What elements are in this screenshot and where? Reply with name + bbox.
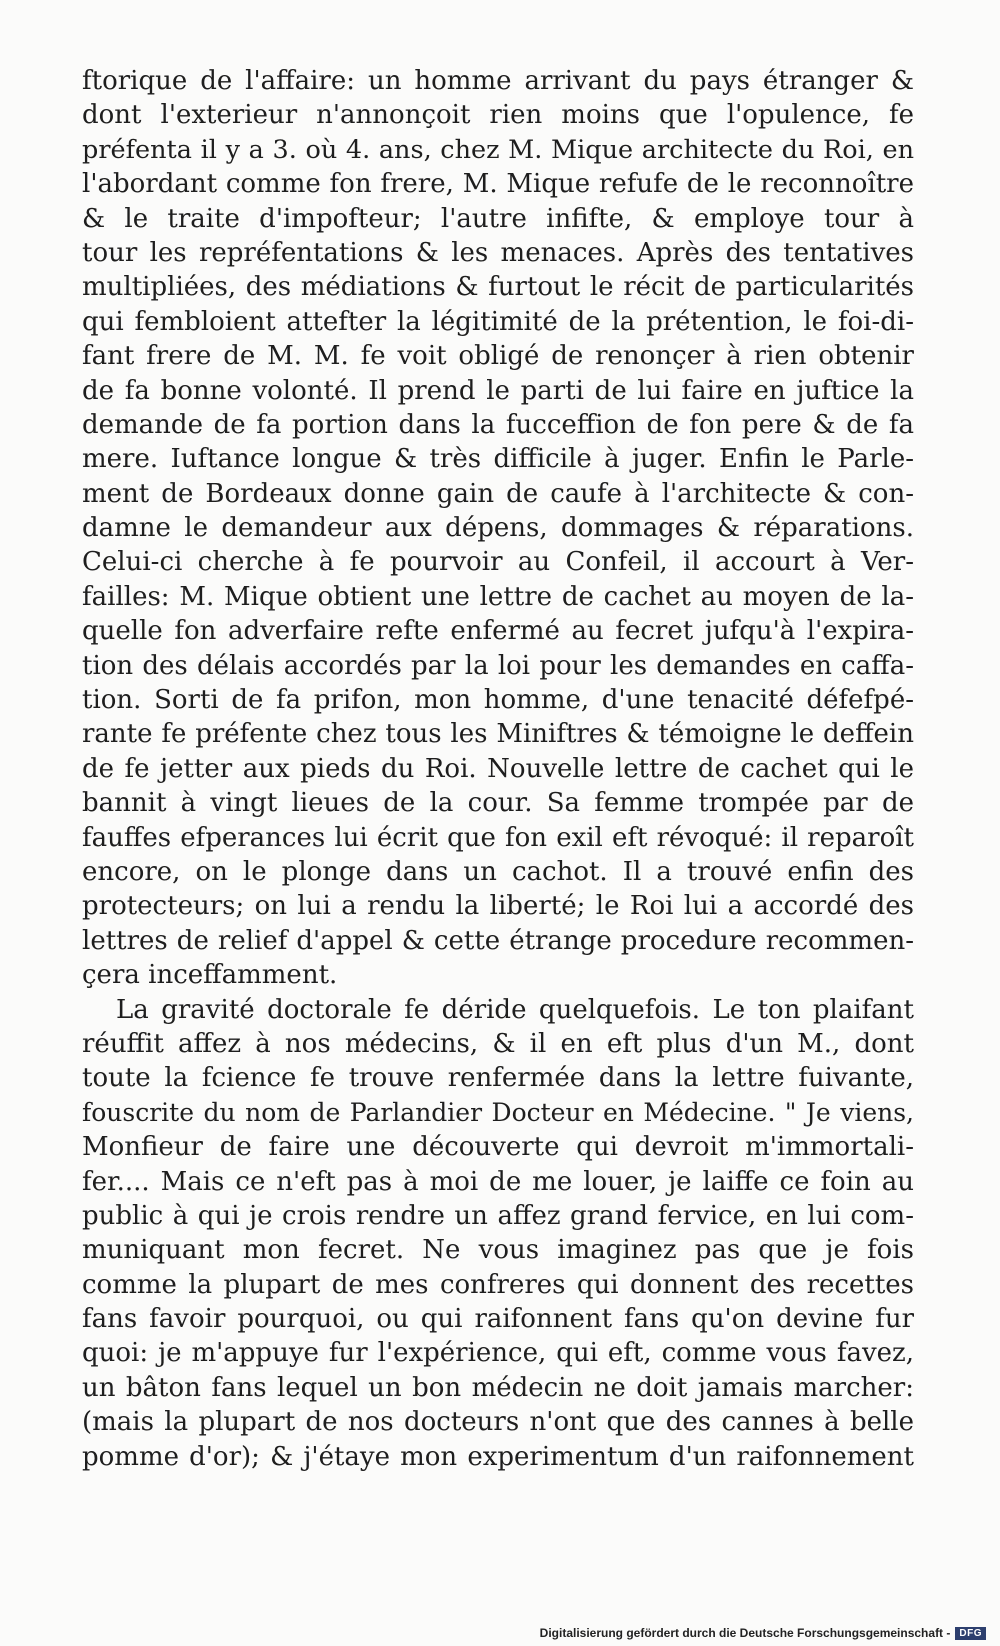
text-line: dont l'exterieur n'annonçoit rien moins que l'opulence, fe [82, 100, 914, 131]
text-line: comme la plupart de mes confreres qui donnent des recettes [82, 1269, 914, 1300]
text-line: fant frere de M. M. fe voit obligé de renonçer à rien obtenir [82, 341, 914, 372]
text-line: quoi: je m'appuye fur l'expérience, qui eft, comme vous favez, [82, 1338, 914, 1369]
text-line: (mais la plupart de nos docteurs n'ont que des cannes à belle [82, 1407, 914, 1438]
text-line: fauffes efperances lui écrit que fon exil eft révoqué: il reparoît [82, 822, 914, 853]
text-line: fouscrite du nom de Parlandier Docteur en Médecine. " Je viens, [82, 1097, 914, 1127]
text-line: fans favoir pourquoi, ou qui raifonnent fans qu'on devine fur [82, 1304, 914, 1335]
text-line: & le traite d'impofteur; l'autre infifte, & employe tour à [82, 203, 914, 234]
text-line: quelle fon adverfaire refte enfermé au fecret jufqu'à l'expira- [82, 616, 914, 647]
digitization-credit [540, 1626, 986, 1640]
text-line: de fe jetter aux pieds du Roi. Nouvelle lettre de cachet qui le [82, 753, 914, 784]
text-line: préfenta il y a 3. où 4. ans, chez M. Mique architecte du Roi, en [82, 134, 914, 165]
text-line: ftorique de l'affaire: un homme arrivant du pays étranger & [82, 66, 914, 96]
text-line: encore, on le plonge dans un cachot. Il a trouvé enfin des [82, 856, 914, 887]
text-line: mere. Iuftance longue & très difficile à juger. Enfin le Parle- [82, 444, 914, 475]
text-line: rante fe préfente chez tous les Miniftres & témoigne le deffein [82, 719, 914, 750]
text-line: de fa bonne volonté. Il prend le parti de lui faire en juftice la [82, 375, 914, 406]
dfg-logo: DFG [955, 1627, 986, 1640]
text-line: public à qui je crois rendre un affez grand fervice, en lui com- [82, 1200, 914, 1231]
text-line: tour les repréfentations & les menaces. Après des tentatives [82, 237, 914, 268]
text-line: Monfieur de faire une découverte qui devroit m'immortali- [82, 1132, 914, 1163]
text-line: pomme d'or); & j'étaye mon experimentum d'un raifonnement [82, 1441, 914, 1472]
text-line: damne le demandeur aux dépens, dommages & réparations. [82, 513, 914, 544]
page-text [82, 64, 914, 1474]
text-line: Celui-ci cherche à fe pourvoir au Confeil, il accourt à Ver- [82, 547, 914, 578]
text-line: protecteurs; on lui a rendu la liberté; le Roi lui a accordé des [82, 891, 914, 922]
text-line: qui fembloient attefter la légitimité de la prétention, le foi-di- [82, 306, 914, 337]
text-line: ment de Bordeaux donne gain de caufe à l'architecte & con- [82, 478, 914, 509]
text-line: tion des délais accordés par la loi pour les demandes en caffa- [82, 650, 914, 681]
text-line: fer.... Mais ce n'eft pas à moi de me louer, je laiffe ce foin au [82, 1166, 914, 1197]
text-line: çera inceffamment. [82, 960, 338, 991]
text-line: l'abordant comme fon frere, M. Mique refufe de le reconnoître [82, 169, 914, 200]
text-line: lettres de relief d'appel & cette étrange procedure recommen- [82, 925, 914, 956]
text-line: muniquant mon fecret. Ne vous imaginez pas que je fois [82, 1235, 914, 1266]
text-line: tion. Sorti de fa prifon, mon homme, d'une tenacité défefpé- [82, 685, 914, 716]
text-line: toute la fcience fe trouve renfermée dans la lettre fuivante, [82, 1063, 914, 1094]
text-line: La gravité doctorale fe déride quelquefois. Le ton plaifant [116, 994, 914, 1025]
text-line: un bâton fans lequel un bon médecin ne doit jamais marcher: [82, 1372, 914, 1403]
text-line: bannit à vingt lieues de la cour. Sa femme trompée par de [82, 788, 914, 819]
text-line: multipliées, des médiations & furtout le récit de particularités [82, 272, 914, 303]
credit-text: Digitalisierung gefördert durch die Deutsche Forschungsgemeinschaft - [539, 1626, 951, 1640]
text-line: réuffit affez à nos médecins, & il en eft plus d'un M., dont [82, 1028, 914, 1059]
text-line: failles: M. Mique obtient une lettre de cachet au moyen de la- [82, 581, 914, 612]
text-line: demande de fa portion dans la fucceffion de fon pere & de fa [82, 409, 914, 440]
